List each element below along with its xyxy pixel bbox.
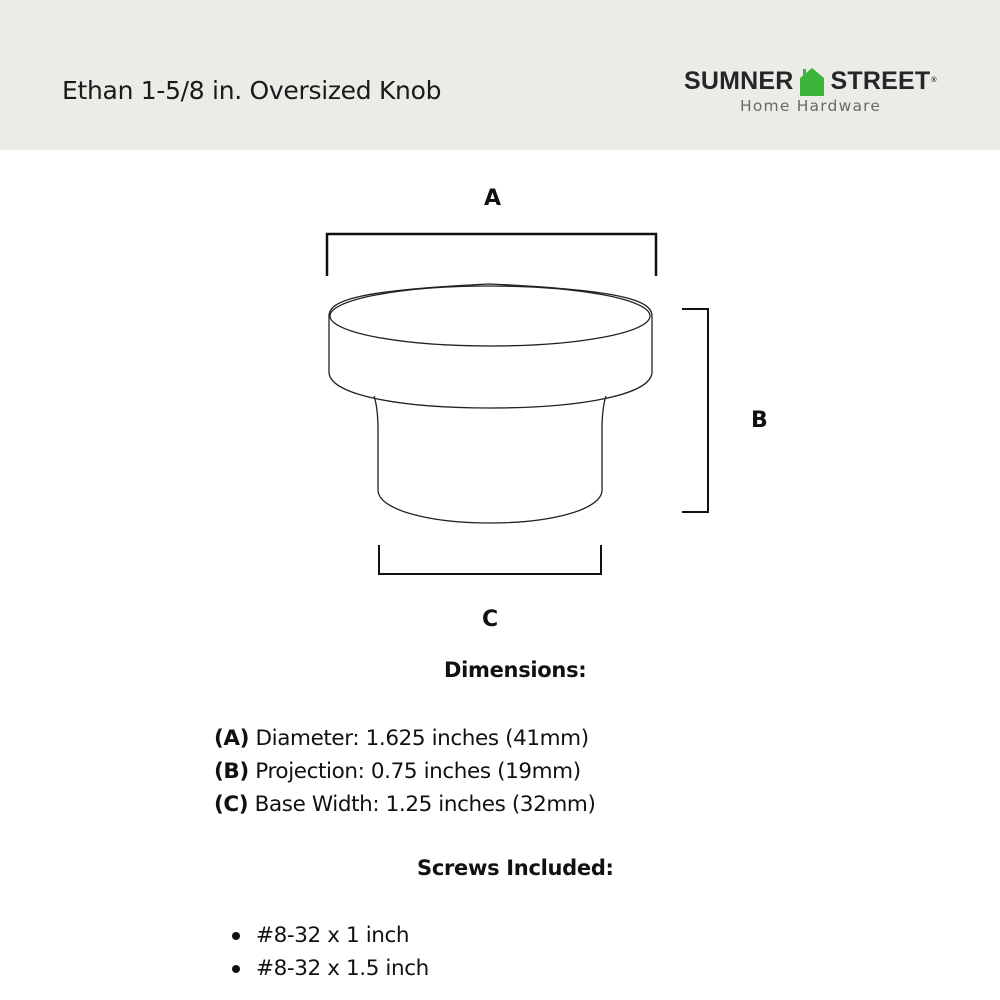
- dimension-text: Diameter: 1.625 inches (41mm): [255, 726, 589, 751]
- bullet-icon: [232, 932, 240, 940]
- screw-text: #8-32 x 1.5 inch: [256, 956, 429, 981]
- registered-mark: ®: [931, 77, 937, 84]
- screws-heading: Screws Included:: [417, 856, 614, 880]
- bracket-c: [379, 545, 601, 574]
- screw-item: [232, 919, 429, 952]
- screw-item: [232, 952, 429, 985]
- bracket-b: [682, 309, 708, 512]
- product-title: Ethan 1-5/8 in. Oversized Knob: [62, 76, 442, 105]
- bullet-icon: [232, 965, 240, 973]
- dimension-item: [214, 722, 595, 755]
- dimension-text: Base Width: 1.25 inches (32mm): [254, 792, 596, 817]
- dimension-key: (A): [214, 726, 250, 751]
- logo-wordmark: [684, 67, 937, 96]
- header: [0, 0, 1000, 150]
- label-b: B: [751, 408, 768, 433]
- screw-text: #8-32 x 1 inch: [256, 923, 410, 948]
- label-a: A: [484, 186, 502, 211]
- screws-list: [232, 919, 429, 985]
- dimensions-list: [214, 722, 595, 821]
- logo-brand-left: SUMNER: [684, 67, 794, 95]
- dimension-key: (C): [214, 792, 249, 817]
- dimension-item: [214, 788, 595, 821]
- logo-brand-right: STREET: [830, 67, 931, 95]
- brand-logo: [684, 62, 954, 122]
- label-c: C: [482, 607, 499, 632]
- dimension-text: Projection: 0.75 inches (19mm): [255, 759, 581, 784]
- dimension-item: [214, 755, 595, 788]
- house-icon: [799, 67, 825, 96]
- bracket-a: [327, 234, 656, 276]
- knob-drawing: [0, 150, 1000, 650]
- dimensions-heading: Dimensions:: [444, 658, 587, 682]
- dimension-key: (B): [214, 759, 249, 784]
- logo-subtitle: Home Hardware: [740, 97, 882, 115]
- knob-diagram: [0, 150, 1000, 650]
